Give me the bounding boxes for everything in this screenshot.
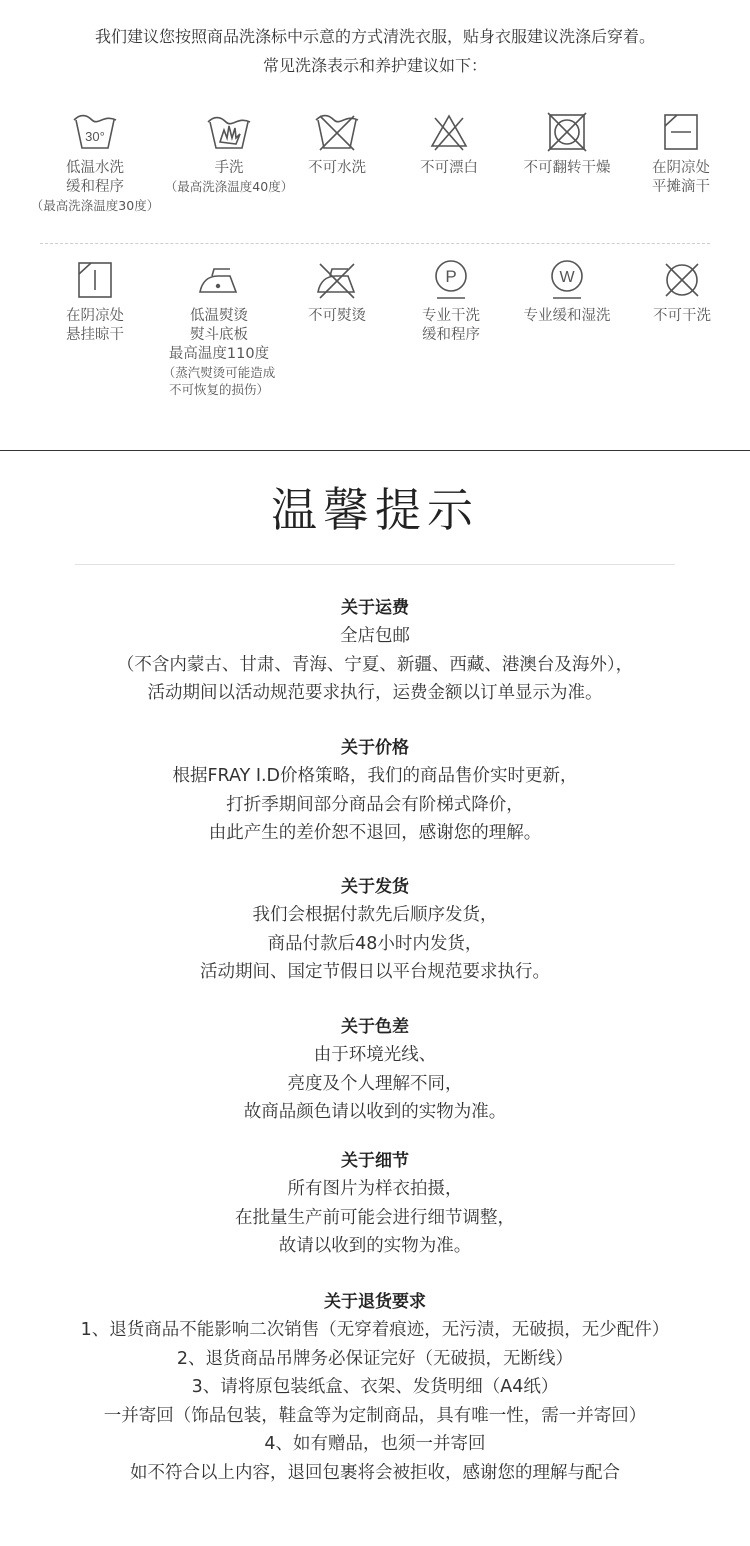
- tip-line: （不含内蒙古、甘肃、青海、宁夏、新疆、西藏、港澳台及海外），: [116, 654, 634, 675]
- tip-section-price: [0, 734, 750, 848]
- dry-clean-p-icon-text: P: [445, 267, 457, 286]
- care-item-wash-30: [20, 108, 170, 214]
- label-line: 缓和程序: [422, 327, 480, 343]
- label-line: 不可熨烫: [308, 308, 366, 324]
- no-wash-icon: [314, 112, 360, 152]
- no-tumble-dry-icon: [546, 112, 588, 152]
- label-line: 不可翻转干燥: [523, 160, 611, 176]
- tip-line: 活动期间、国定节假日以平台规范要求执行。: [200, 962, 550, 982]
- dry-flat-shade-icon: [661, 112, 701, 152]
- tip-line: 亮度及个人理解不同，: [287, 1073, 463, 1094]
- tip-line: 打折季期间部分商品会有阶梯式降价，: [226, 794, 524, 815]
- tip-line: 故商品颜色请以收到的实物为准。: [243, 1102, 507, 1122]
- label-line: 在阴凉处: [652, 160, 710, 176]
- tip-line: 故请以收到的实物为准。: [278, 1236, 472, 1256]
- label-line: 低温水洗: [66, 160, 124, 176]
- tip-line: 3、请将原包装纸盒、衣架、发货明细（A4纸）: [191, 1377, 559, 1397]
- care-item-no-dry-clean: [607, 256, 750, 326]
- tip-line: 活动期间以活动规范要求执行，运费金额以订单显示为准。: [147, 683, 603, 703]
- tip-line: 一并寄回（饰品包装，鞋盒等为定制商品，具有唯一性，需一并寄回）: [103, 1405, 647, 1426]
- label-line: 悬挂晾干: [66, 327, 124, 343]
- note-line: （最高洗涤温度40度）: [164, 179, 294, 194]
- no-dry-clean-icon: [662, 260, 702, 300]
- label-line: 不可干洗: [653, 308, 711, 324]
- care-item-dry-flat-shade: [606, 108, 750, 197]
- tip-line: 如不符合以上内容，退回包裹将会被拒收，感谢您的理解与配合: [130, 1462, 620, 1483]
- section-divider: [0, 450, 750, 451]
- tip-line: 我们会根据付款先后顺序发货，: [252, 905, 498, 925]
- label-line: 最高温度110度: [168, 346, 270, 362]
- tips-title: 温馨提示: [271, 483, 479, 537]
- tip-section-color: [0, 1013, 750, 1127]
- dry-clean-p-icon: [431, 258, 471, 302]
- line-dry-shade-icon: [75, 260, 115, 300]
- hand-wash-icon: [206, 112, 252, 152]
- tip-line: 根据FRAY I.D价格策略，我们的商品售价实时更新，: [172, 766, 578, 786]
- tip-heading: 关于退货要求: [324, 1292, 426, 1312]
- intro-text: [0, 22, 750, 80]
- tip-section-delivery: [0, 873, 750, 987]
- label-line: 不可漂白: [420, 160, 478, 176]
- note-line: （最高洗涤温度30度）: [30, 198, 160, 213]
- tip-heading: 关于色差: [341, 1017, 409, 1037]
- tip-line: 商品付款后48小时内发货，: [267, 933, 483, 954]
- tip-heading: 关于发货: [341, 877, 409, 897]
- label-line: 在阴凉处: [66, 308, 124, 324]
- label-line: 缓和程序: [66, 179, 124, 195]
- wet-clean-w-icon: [547, 258, 587, 302]
- intro-line-2: 常见洗涤表示和养护建议如下：: [262, 56, 487, 75]
- tip-line: 2、退货商品吊牌务必保证完好（无破损，无断线）: [176, 1348, 574, 1369]
- tip-line: 4、如有赠品，也须一并寄回: [264, 1434, 486, 1454]
- intro-line-1: 我们建议您按照商品洗涤标中示意的方式清洗衣服，贴身衣服建议洗涤后穿着。: [94, 27, 655, 46]
- no-iron-icon: [314, 260, 360, 300]
- label-line: 平摊滴干: [652, 179, 710, 195]
- tip-line: 由于环境光线、: [313, 1045, 437, 1065]
- label-line: 低温熨烫: [190, 308, 248, 324]
- wash-30-icon-text: 30°: [85, 129, 105, 144]
- tip-line: 所有图片为样衣拍摄，: [287, 1179, 463, 1199]
- tip-section-shipping: [0, 594, 750, 708]
- note-line: 不可恢复的损伤）: [168, 382, 269, 397]
- iron-low-icon: [196, 260, 242, 300]
- wet-clean-w-icon-text: W: [559, 269, 575, 286]
- title-underline: [75, 564, 675, 565]
- tip-section-returns: [0, 1288, 750, 1487]
- wash-30-icon: [72, 112, 118, 152]
- tip-line: 全店包邮: [340, 626, 410, 646]
- tip-heading: 关于运费: [341, 598, 409, 618]
- label-line: 专业缓和湿洗: [523, 308, 611, 324]
- tip-line: 在批量生产前可能会进行细节调整，: [235, 1207, 515, 1228]
- tip-heading: 关于细节: [341, 1151, 409, 1171]
- tip-section-details: [0, 1147, 750, 1261]
- note-line: （蒸汽熨烫可能造成: [162, 365, 276, 380]
- tip-line: 1、退货商品不能影响二次销售（无穿着痕迹，无污渍，无破损，无少配件）: [80, 1320, 670, 1340]
- dashed-divider: [40, 243, 710, 244]
- label-line: 手洗: [214, 160, 244, 176]
- label-line: 熨斗底板: [190, 327, 248, 343]
- tip-line: 由此产生的差价恕不退回，感谢您的理解。: [208, 823, 542, 843]
- label-line: 专业干洗: [422, 308, 480, 324]
- tip-heading: 关于价格: [341, 738, 409, 758]
- no-bleach-icon: [429, 112, 469, 152]
- label-line: 不可水洗: [308, 160, 366, 176]
